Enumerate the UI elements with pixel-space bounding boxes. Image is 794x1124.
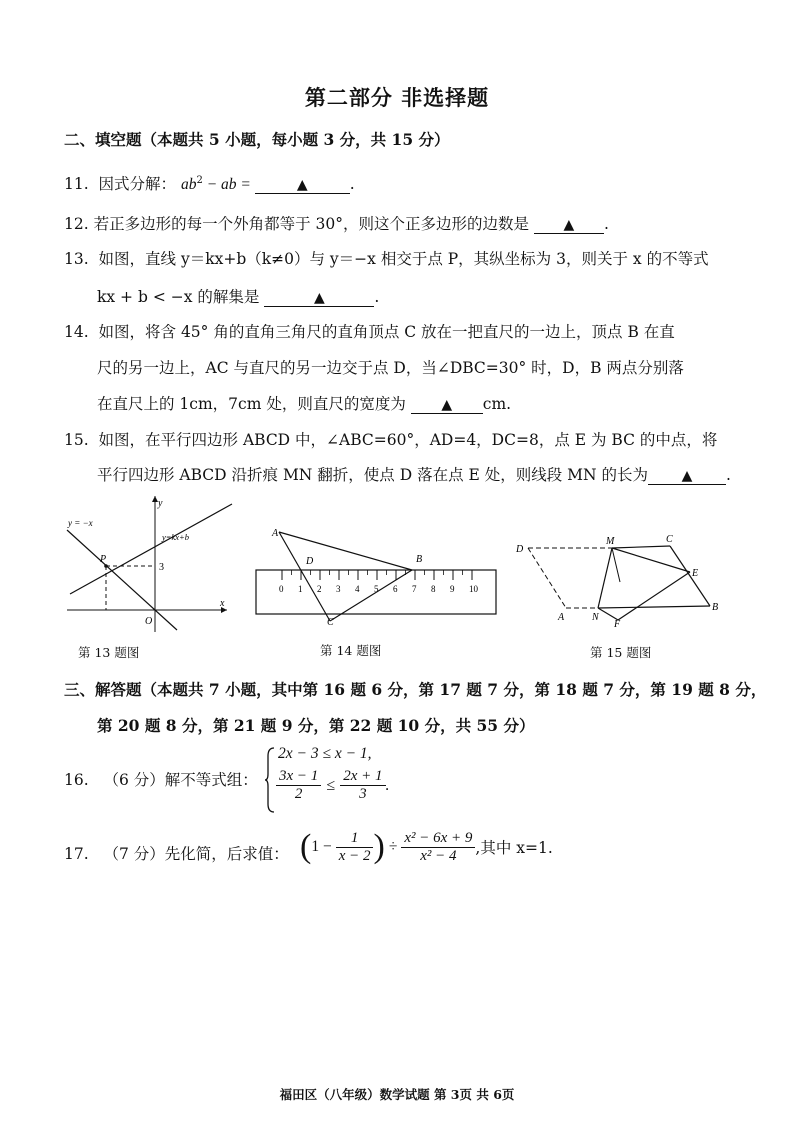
label-n: N: [592, 612, 599, 623]
question-13-line-2: kx + b < −x 的解集是 ▲ .: [97, 288, 380, 306]
label-3: 3: [159, 562, 164, 573]
question-14-line-1: 14. 如图，将含 45° 角的直角三角尺的直角顶点 C 放在一把直尺的一边上，顶点 B 在直: [64, 323, 675, 341]
answer-blank-13[interactable]: ▲: [264, 288, 374, 307]
question-15-line-1: 15. 如图，在平行四边形 ABCD 中，∠ABC=60°，AD=4，DC=8，点 E 为 BC 的中点，将: [64, 431, 718, 449]
caption-figure-13: 第 13 题图: [78, 645, 140, 660]
section-3-heading-line-2: 第 20 题 8 分，第 21 题 9 分，第 22 题 10 分，共 55 分）: [97, 716, 535, 735]
label-b: B: [416, 554, 423, 565]
inequality-2: $\frac{3x - 1}{2}$ ≤ $\frac{2x + 1}{3}$ .: [276, 768, 390, 803]
label-b: B: [712, 602, 719, 613]
answer-blank-14[interactable]: ▲: [411, 395, 483, 414]
answer-blank-12[interactable]: ▲: [534, 215, 604, 234]
question-17: 17. （7 分）先化简，后求值：: [64, 845, 289, 863]
ruler-tick-label: 6: [393, 584, 398, 594]
label-a: A: [272, 528, 279, 539]
label-e: E: [692, 568, 699, 579]
line-kx-b: [70, 504, 232, 594]
label-c: C: [666, 534, 673, 545]
ruler-tick-label: 9: [450, 584, 455, 594]
question-12: 12. 若正多边形的每一个外角都等于 30°，则这个正多边形的边数是 ▲ .: [64, 215, 609, 233]
figure-14: [250, 524, 505, 628]
label-o: O: [145, 616, 153, 627]
page-title: 第二部分 非选择题: [304, 85, 490, 110]
brace-icon: [264, 746, 276, 814]
question-13-line-1: 13. 如图，直线 y＝kx+b（k≠0）与 y＝−x 相交于点 P，其纵坐标为 3，则关于 x 的不等式: [64, 250, 709, 268]
label-d: D: [306, 556, 314, 567]
question-14-line-3: 在直尺上的 1cm，7cm 处，则直尺的宽度为 ▲ cm.: [97, 395, 512, 413]
question-15-line-2: 平行四边形 ABCD 沿折痕 MN 翻折，使点 D 落在点 E 处，则线段 MN 的长为 ▲ .: [97, 466, 731, 484]
expression-17: (1 − $\frac{1}{x - 2}$ ) ÷ $\frac{\text{x² − 6x + 9}}{\text{x² − 4}}$ ,其中 x=1.: [300, 828, 553, 865]
label-m: M: [606, 536, 615, 547]
label-c: C: [327, 617, 334, 628]
page-footer: 福田区（八年级）数学试题 第 3页 共 6页: [279, 1087, 515, 1102]
ruler-tick-label: 7: [412, 584, 417, 594]
label-f: F: [614, 619, 621, 628]
section-2-heading: 二、填空题（本题共 5 小题，每小题 3 分，共 15 分）: [64, 130, 450, 149]
caption-figure-15: 第 15 题图: [590, 645, 652, 660]
answer-blank-15[interactable]: ▲: [648, 466, 726, 485]
question-14-line-2: 尺的另一边上，AC 与直尺的另一边交于点 D，当∠DBC=30° 时，D，B 两点分别落: [97, 359, 684, 377]
label-a: A: [558, 612, 565, 623]
ruler-tick-label: 2: [317, 584, 322, 594]
section-3-heading-line-1: 三、解答题（本题共 7 小题，其中第 16 题 6 分，第 17 题 7 分，第 18 题 7 分，第 19 题 8 分，: [64, 680, 767, 699]
label-line-y-neg-x: y = −x: [68, 518, 93, 528]
ruler-tick-label: 3: [336, 584, 341, 594]
question-11: 11. 因式分解： $ab^2$ − ab = ▲ .: [64, 174, 355, 193]
figure-15: [510, 530, 725, 628]
line-y-neg-x: [67, 530, 177, 630]
ruler-tick-label: 8: [431, 584, 436, 594]
answer-blank-11[interactable]: ▲: [255, 175, 350, 194]
figure-13: [62, 492, 237, 637]
ruler-tick-label: 5: [374, 584, 379, 594]
label-x: x: [220, 598, 225, 609]
ruler-tick-label: 1: [298, 584, 303, 594]
label-p: P: [100, 554, 107, 565]
label-y: y: [158, 498, 163, 509]
label-d: D: [516, 544, 524, 555]
caption-figure-14: 第 14 题图: [320, 643, 382, 658]
question-16: 16. （6 分）解不等式组：: [64, 771, 258, 789]
label-line-kx-b: y=kx+b: [162, 532, 190, 542]
ruler-tick-label: 4: [355, 584, 360, 594]
inequality-1: 2x − 3 ≤ x − 1,: [278, 745, 372, 762]
ruler-tick-label: 10: [469, 584, 478, 594]
ruler-tick-label: 0: [279, 584, 284, 594]
